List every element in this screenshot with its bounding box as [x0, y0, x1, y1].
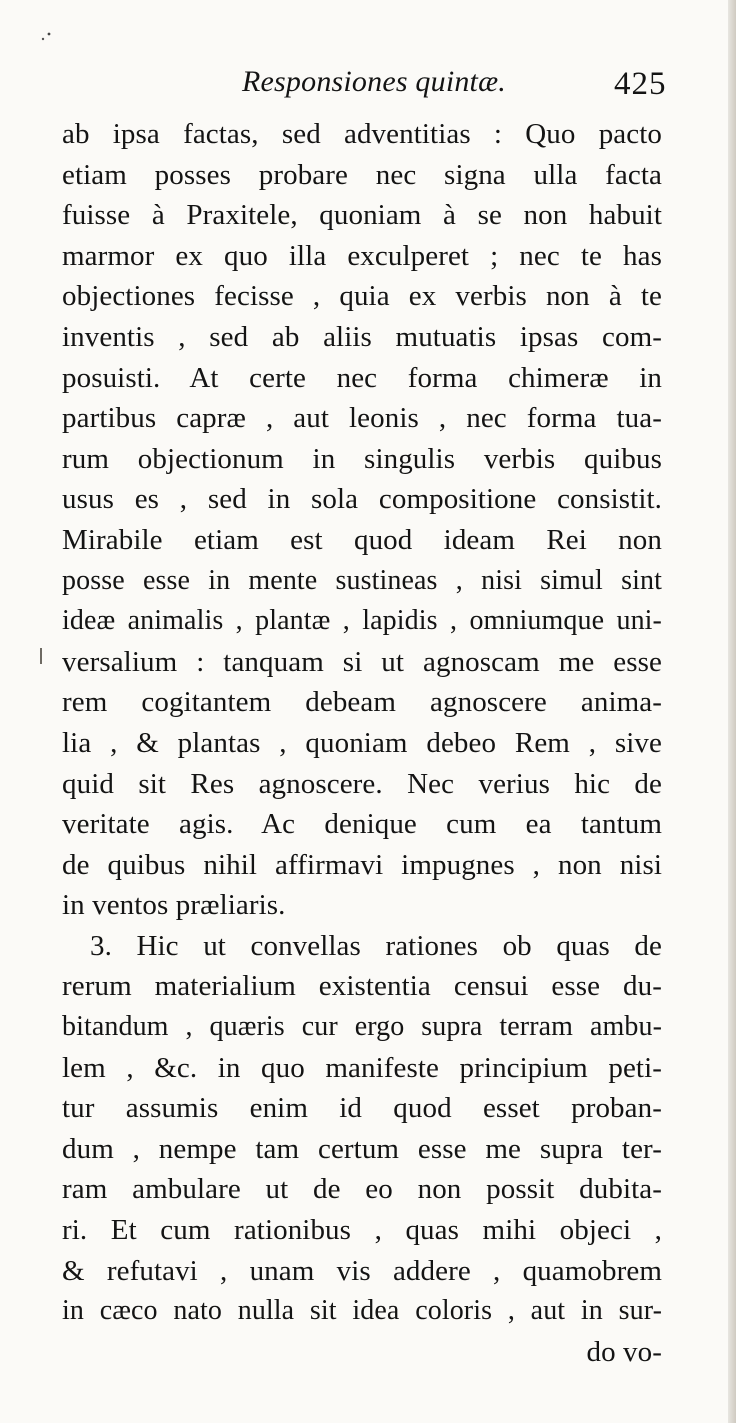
text-line: de quibus nihil affirmavi impugnes , non nisi — [62, 848, 662, 881]
text-line: usus es , sed in sola compositione consistit. — [62, 483, 662, 516]
margin-mark — [40, 648, 42, 664]
text-line: lia , & plantas , quoniam debeo Rem , sive — [62, 726, 662, 759]
text-line: inventis , sed ab aliis mutuatis ipsas com- — [62, 320, 662, 353]
text-line: posuisti. At certe nec forma chimeræ in — [62, 361, 662, 394]
text-line: ab ipsa factas, sed adventitias : Quo pacto — [62, 118, 662, 150]
section-3-first-line: 3. Hic ut convellas rationes ob quas de — [90, 929, 662, 962]
text-line: rerum materialium existentia censui esse du- — [62, 970, 662, 1003]
ink-speck-marks — [40, 30, 52, 44]
catchword: do vo- — [586, 1335, 662, 1368]
text-line: fuisse à Praxitele, quoniam à se non habuit — [62, 199, 662, 232]
text-line: versalium : tanquam si ut agnoscam me esse — [62, 645, 662, 678]
text-line: lem , &c. in quo manifeste principium peti- — [62, 1051, 662, 1084]
text-line: ram ambulare ut de eo non possit dubita- — [62, 1173, 662, 1206]
text-line: posse esse in mente sustineas , nisi simul sint — [62, 564, 662, 596]
page-edge-shadow — [728, 0, 736, 1423]
page-number: 425 — [614, 66, 667, 102]
text-line: & refutavi , unam vis addere , quamobrem — [62, 1254, 662, 1287]
text-line: rem cogitantem debeam agnoscere anima- — [62, 686, 662, 719]
text-line: bitandum , quæris cur ergo supra terram ambu- — [62, 1011, 662, 1043]
text-line: partibus capræ , aut leonis , nec forma tua- — [62, 402, 662, 435]
running-title: Responsiones quintæ. — [242, 65, 506, 98]
text-line: Mirabile etiam est quod ideam Rei non — [62, 523, 662, 556]
text-line: tur assumis enim id quod esset proban- — [62, 1092, 662, 1125]
text-line: marmor ex quo illa exculperet ; nec te has — [62, 239, 662, 272]
paragraph-end-line: in ventos præliaris. — [62, 889, 286, 922]
text-line: rum objectionum in singulis verbis quibus — [62, 442, 662, 475]
text-line: ideæ animalis , plantæ , lapidis , omniumque uni- — [62, 605, 662, 637]
text-line: objectiones fecisse , quia ex verbis non à te — [62, 280, 662, 313]
page-header — [62, 62, 667, 106]
text-line: quid sit Res agnoscere. Nec verius hic de — [62, 767, 662, 800]
text-line: etiam posses probare nec signa ulla facta — [62, 158, 662, 191]
body-text — [62, 114, 662, 1372]
text-line: dum , nempe tam certum esse me supra ter- — [62, 1132, 662, 1165]
text-line: veritate agis. Ac denique cum ea tantum — [62, 808, 662, 841]
text-line: ri. Et cum rationibus , quas mihi objeci , — [62, 1214, 662, 1247]
text-line: in cæco nato nulla sit idea coloris , aut in sur- — [62, 1295, 662, 1327]
